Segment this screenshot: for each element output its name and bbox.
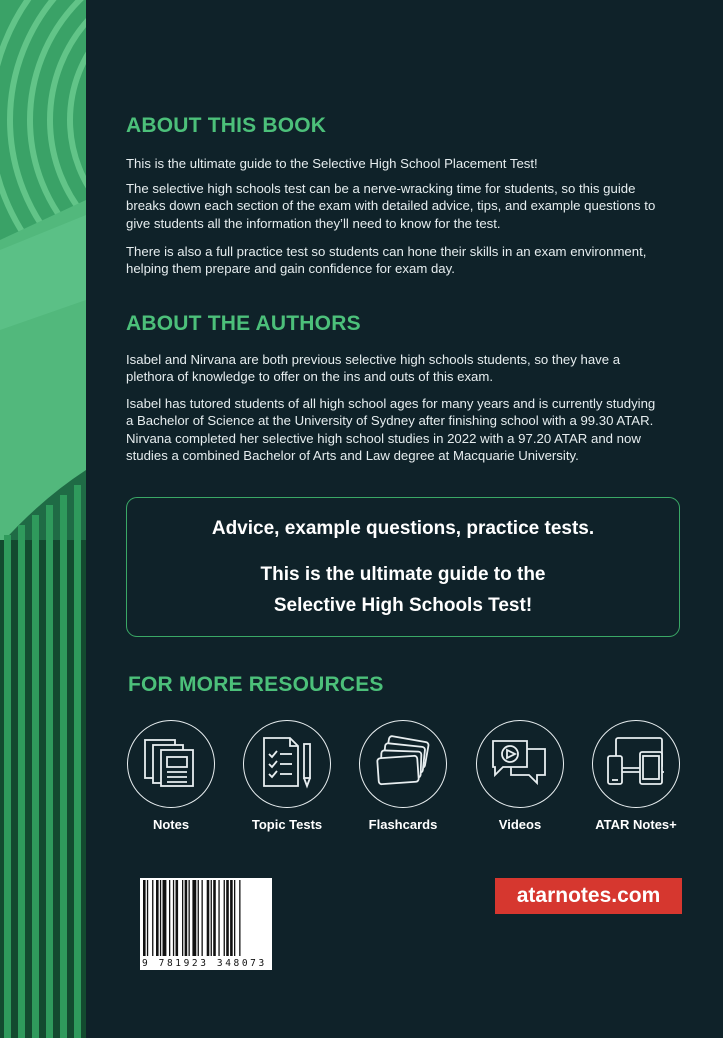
about-authors-paragraph-2: Isabel has tutored students of all high school ages for many years and is currently studying a Bachelor of Science at the University of Sydney after finishing school with a 99.30 ATAR. Nirvana completed her selective high school studies in 2022 with a 97.20 ATAR and now studies a combined Bachelor of Arts and Law degree at Macquarie University. (126, 396, 656, 464)
resource-flashcards[interactable] (357, 720, 449, 832)
notes-icon (141, 736, 201, 793)
resource-atar-notes-plus-circle (592, 720, 680, 808)
about-book-paragraph-3: There is also a full practice test so students can hone their skills in an exam environment, helping them prepare and gain confidence for exam day. (126, 244, 647, 277)
isbn-barcode (140, 878, 272, 970)
resource-topic-tests[interactable] (241, 720, 333, 832)
callout-line-3: Selective High Schools Test! (273, 595, 533, 616)
about-book-heading: ABOUT THIS BOOK (126, 114, 327, 137)
resources-heading: FOR MORE RESOURCES (128, 673, 384, 696)
resource-topic-tests-circle (243, 720, 331, 808)
about-authors-paragraph-1: Isabel and Nirvana are both previous selective high schools students, so they have a plethora of knowledge to offer on the ins and outs of this exam. (126, 352, 621, 385)
devices-icon (604, 734, 668, 795)
checklist-icon (258, 734, 316, 795)
resource-flashcards-label: Flashcards (368, 817, 438, 832)
resource-flashcards-circle (359, 720, 447, 808)
about-authors-heading: ABOUT THE AUTHORS (126, 312, 361, 335)
resource-notes[interactable] (125, 720, 217, 832)
site-link-badge[interactable]: atarnotes.com (495, 878, 682, 914)
resource-atar-notes-plus[interactable] (590, 720, 682, 832)
barcode-number: 9 781923 348073 (142, 958, 267, 969)
resource-notes-circle (127, 720, 215, 808)
callout-line-2: This is the ultimate guide to the (260, 564, 546, 585)
video-chat-icon (489, 735, 551, 794)
resource-videos-circle (476, 720, 564, 808)
callout-box (126, 497, 680, 637)
resource-topic-tests-label: Topic Tests (251, 817, 323, 832)
barcode-bars (140, 878, 272, 958)
about-book-paragraph-2: The selective high schools test can be a nerve-wracking time for students, so this guide breaks down each section of the exam with detailed advice, tips, and example questions to give students all the information they’ll need to know for the test. (126, 181, 656, 231)
resource-atar-notes-plus-label: ATAR Notes+ (595, 817, 677, 832)
resource-videos[interactable] (474, 720, 566, 832)
decorative-side-panel (0, 0, 86, 1038)
flashcards-icon (373, 735, 433, 794)
resource-videos-label: Videos (498, 817, 542, 832)
callout-line-1: Advice, example questions, practice tests. (211, 518, 595, 539)
about-book-paragraph-1: This is the ultimate guide to the Selective High School Placement Test! (126, 156, 538, 171)
resource-notes-label: Notes (152, 817, 190, 832)
